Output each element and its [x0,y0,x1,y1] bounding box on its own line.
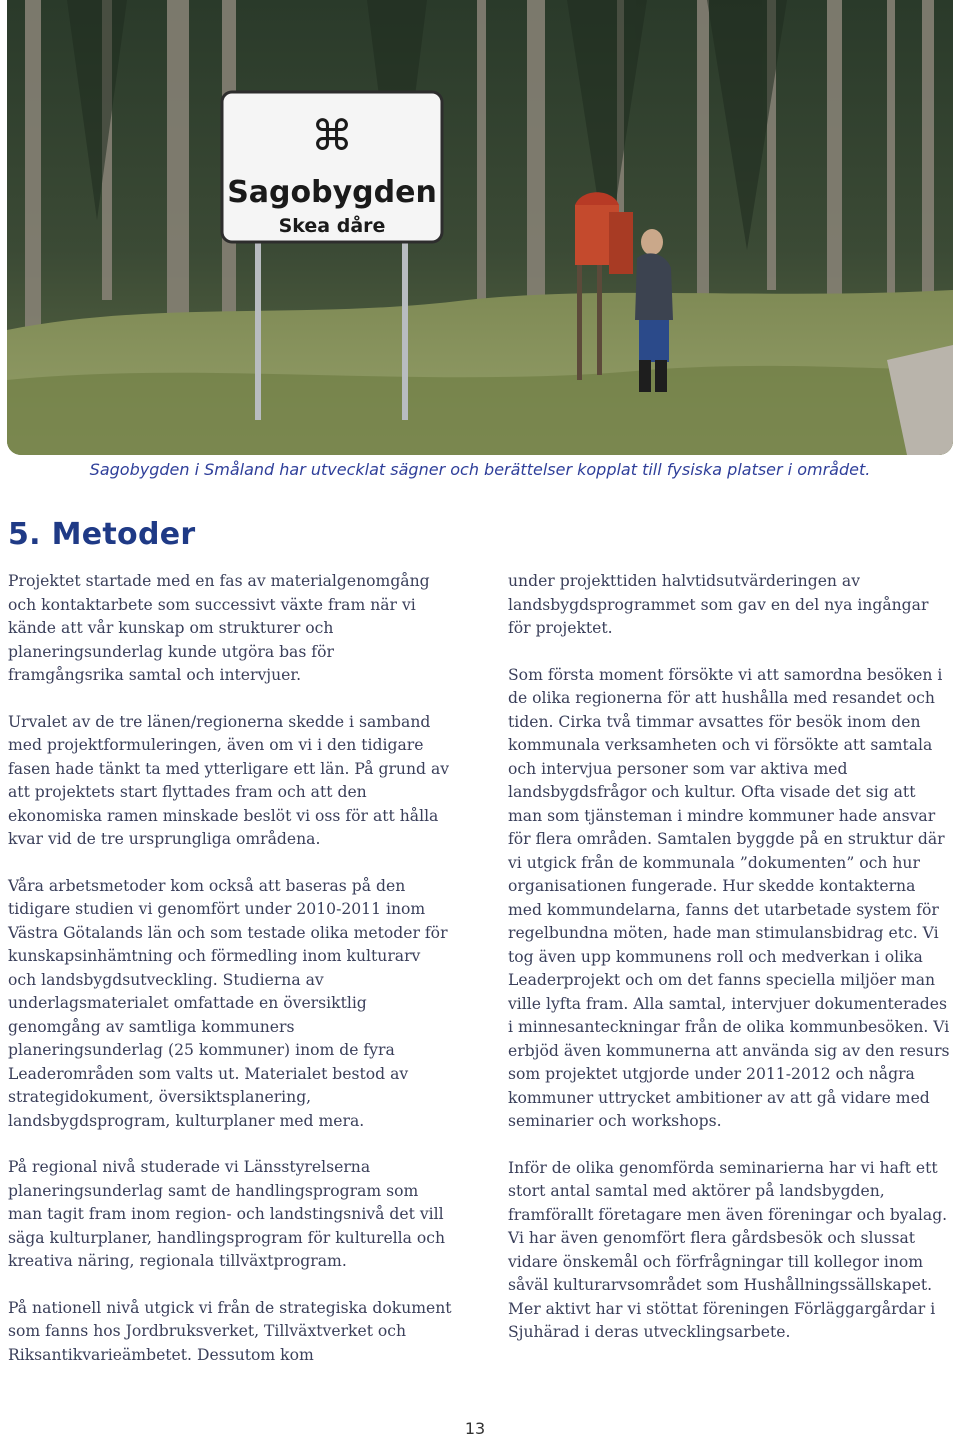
forest-photo [7,0,953,455]
sign-sub-text: Skea dåre [278,215,386,237]
command-symbol-icon: ⌘ [311,111,353,160]
paragraph: På regional nivå studerade vi Länsstyrelserna planeringsunderlag samt de handlingsprogram som man tagit fram inom region- och landstingsnivå det vill säga kulturplaner, handlingsprogram för kulturella och kreativa näring, regionala tillväxtprogram. [8,1158,446,1270]
page-number: 13 [464,1419,486,1438]
section-heading: 5. Metoder [8,517,196,552]
paragraph: Som första moment försökte vi att samordna besöken i de olika regionerna för att hushålla med resandet och tiden. Cirka två timmar avsattes för besök inom den kommunala verksamheten och vi försökte att samtala och intervjua personer som var aktiva med landsbygdsfrågor och kultur. Ofta visade det sig att man som tjänsteman i mindre kommuner hade ansvar för flera områden. Samtalen byggde på en struktur där vi utgick från de kommunala ”dokumenten” och hur organisationen fungerade. Hur skedde kontakterna med kommundelarna, fanns det utarbetade system för regelbundna möten, hade man stimulansbidrag etc. Vi tog även upp kommunens roll och medverkan i olika Leaderprojekt och om det fanns speciella miljöer man ville lyfta fram. Alla samtal, intervjuer dokumenterades i minnesanteckningar från de olika kommunbesöken. Vi erbjöd även kommunerna att använda sig av den resurs som projektet utgjorde under 2011-2012 och några kommuner uttrycket ambitioner av att gå vidare med seminarier och workshops. [508,665,950,1130]
paragraph: Urvalet av de tre länen/regionerna skedde i samband med projektformuleringen, även om vi i den tidigare fasen hade tänkt ta med ytterligare ett län. På grund av att projektets start flyttades fram och att den ekonomiska ramen minskade beslöt vi oss för att hålla kvar vid de tre ursprungliga områdena. [8,712,450,848]
paragraph: Projektet startade med en fas av materialgenomgång och kontaktarbete som successivt växte fram när vi kände att vår kunskap om strukturer och planeringsunderlag kunde utgöra bas för framgångsrika samtal och intervjuer. [8,572,430,684]
paragraph: under projekttiden halvtidsutvärderingen av landsbygdsprogrammet som gav en del nya ingångar för projektet. [508,572,929,637]
right-column [508,570,952,1345]
paragraph: Inför de olika genomförda seminarierna har vi haft ett stort antal samtal med aktörer på landsbygden, framförallt företagare men även föreningar och byalag. Vi har även genomfört flera gårdsbesök och slussat vidare önskemål och förfrågningar till kollegor inom såväl kulturarvsområdet som Hushållningssällskapet. Mer aktivt har vi stöttat föreningen Förläggargårdar i Sjuhärad i deras utvecklingsarbete. [508,1158,948,1341]
paragraph: Våra arbetsmetoder kom också att baseras på den tidigare studien vi genomfört under 2010-2011 inom Västra Götalands län och som testade olika metoder för kunskapsinhämtning och förmedling inom kulturarv och landsbygdsutveckling. Studierna av underlagsmaterialet omfattade en översiktlig genomgång av samtliga kommuners planeringsunderlag (25 kommuner) inom de fyra Leaderområden som valts ut. Materialet bestod av strategidokument, översiktsplanering, landsbygdsprogram, kulturplaner med mera. [8,876,448,1130]
sign-main-text: Sagobygden [227,175,437,210]
paragraph: På nationell nivå utgick vi från de strategiska dokument som fanns hos Jordbruksverket, Tillväxtverket och Riksantikvarieämbetet. Dessutom kom [8,1298,452,1364]
left-column [8,570,452,1367]
figure-caption: Sagobygden i Småland har utvecklat sägner och berättelser kopplat till fysiska platser i området. [89,460,871,479]
